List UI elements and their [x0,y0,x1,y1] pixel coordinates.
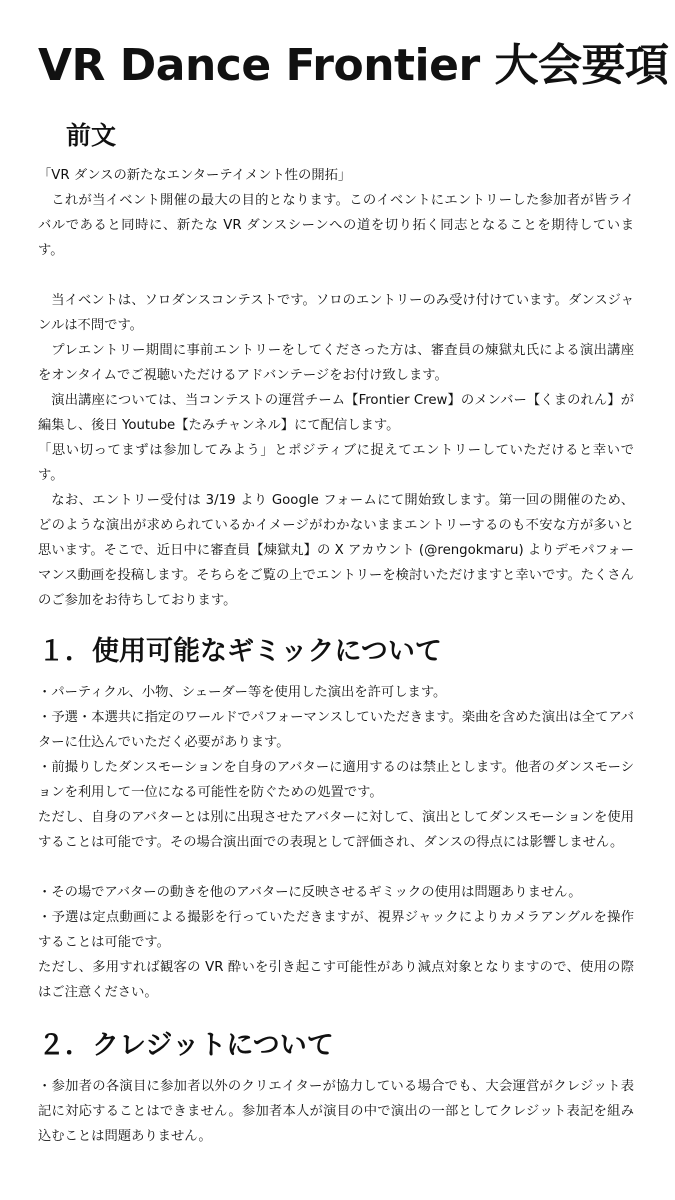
section1-item: ・予選・本選共に指定のワールドでパフォーマンスしていただきます。楽曲を含めた演出は全てアバターに仕込んでいただく必要があります。 [38,710,634,750]
preface-entry-paragraph: なお、エントリー受付は 3/19 より Google フォームにて開始致します。第一回の開催のため、どのような演出が求められているかイメージがわかないままエントリーするのも不安な方が多いと思います。そこで、近日中に審査員【煉獄丸】の X アカウント (@rengokmaru) よりデモパフォーマンス動画を投稿します。そちらをご覧の上でエントリーを検討いただけますと幸いです。たくさんのご参加をお待ちしております。 [38,493,634,608]
section1-item: ・その場でアバターの動きを他のアバターに反映させるギミックの使用は問題ありません。 [38,885,582,900]
preface-positive-paragraph: 「思い切ってまずは参加してみよう」とポジティブに捉えてエントリーしていただけると幸いです。 [38,443,634,483]
section1-item: ・前撮りしたダンスモーションを自身のアバターに適用するのは禁止とします。他者のダンスモーションを利用して一位になる可能性を防ぐための処置です。 [38,760,634,800]
preface-intro-paragraph: これが当イベント開催の最大の目的となります。このイベントにエントリーした参加者が皆ライバルであると同時に、新たな VR ダンスシーンへの道を切り拓く同志となることを期待しています。 [38,193,634,258]
section1-item: ・予選は定点動画による撮影を行っていただきますが、視界ジャックによりカメラアングルを操作することは可能です。 [38,910,634,950]
section2-item: ・参加者の各演目に参加者以外のクリエイターが協力している場合でも、大会運営がクレジット表記に対応することはできません。参加者本人が演目の中で演出の一部としてクレジット表記を組み込むことは問題ありません。 [38,1079,634,1144]
preface-heading: 前文 [66,121,117,150]
preface-solo-paragraph: 当イベントは、ソロダンスコンテストです。ソロのエントリーのみ受け付けています。ダンスジャンルは不問です。 [38,293,634,333]
section1-heading: １．使用可能なギミックについて [38,636,442,667]
preface-quote: 「VR ダンスの新たなエンターテイメント性の開拓」 [38,168,352,183]
section1-item: ただし、自身のアバターとは別に出現させたアバターに対して、演出としてダンスモーションを使用することは可能です。その場合演出面での表現として評価され、ダンスの得点には影響しません。 [38,810,634,850]
preface-lecture-paragraph: 演出講座については、当コンテストの運営チーム【Frontier Crew】のメンバー【くまのれん】が編集し、後日 Youtube【たみチャンネル】にて配信します。 [38,393,634,433]
section1-item: ただし、多用すれば観客の VR 酔いを引き起こす可能性があり減点対象となりますので、使用の際はご注意ください。 [38,960,634,1000]
document-title: VR Dance Frontier 大会要項 [38,40,669,91]
section1-item: ・パーティクル、小物、シェーダー等を使用した演出を許可します。 [38,685,447,700]
preface-pre-entry-paragraph: プレエントリー期間に事前エントリーをしてくださった方は、審査員の煉獄丸氏による演出講座をオンタイムでご視聴いただけるアドバンテージをお付け致します。 [38,343,634,383]
section2-heading: ２．クレジットについて [38,1030,334,1061]
